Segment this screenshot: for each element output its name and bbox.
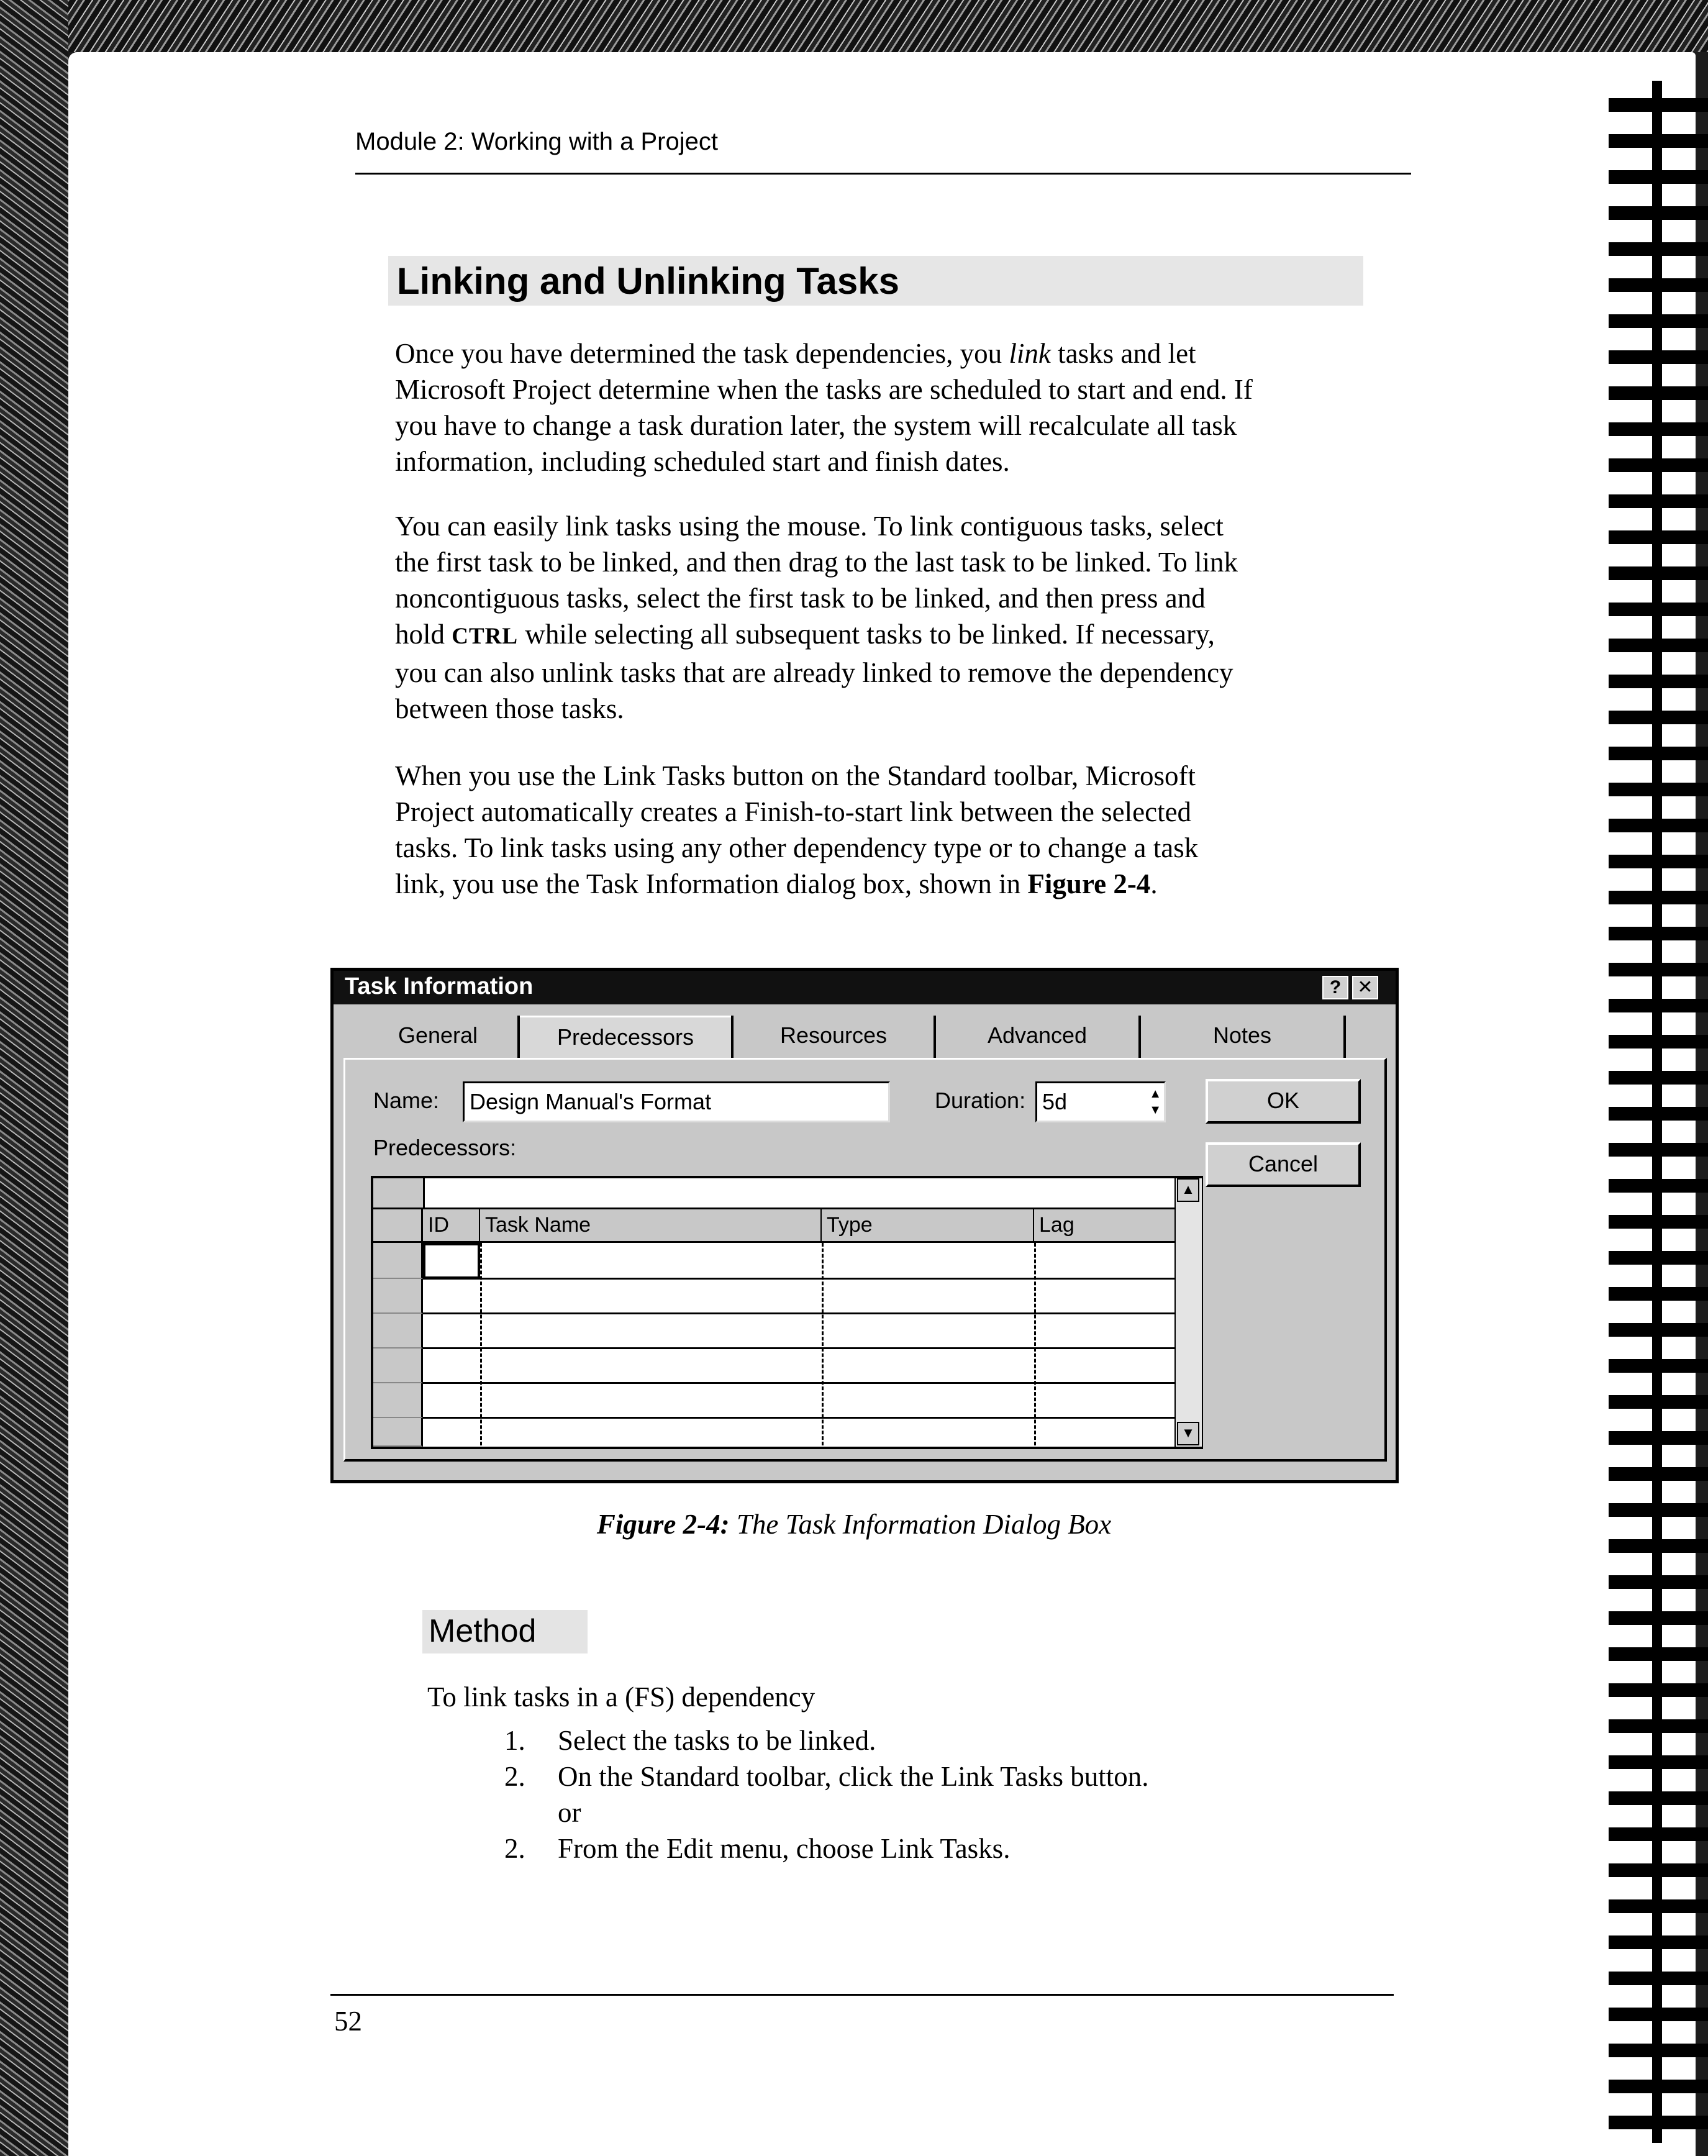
p2-line1: You can easily link tasks using the mouse. To link contiguous tasks, select <box>395 511 1224 542</box>
grid-row-line <box>423 1347 1174 1349</box>
grid-row-line <box>423 1278 1174 1280</box>
close-button[interactable]: ✕ <box>1352 976 1378 999</box>
duration-spinner-icon[interactable]: ▲ ▼ <box>1149 1087 1161 1117</box>
p3-line2: Project automatically creates a Finish-to-start link between the selected <box>395 796 1192 827</box>
vertical-scrollbar[interactable] <box>1174 1178 1202 1447</box>
duration-value: 5d <box>1042 1089 1068 1114</box>
step-text: From the Edit menu, choose Link Tasks. <box>558 1833 1011 1864</box>
figure-caption-label: Figure 2-4: <box>596 1509 730 1540</box>
active-cell[interactable] <box>423 1243 480 1279</box>
tab-advanced[interactable]: Advanced <box>936 1016 1141 1059</box>
paragraph-1 <box>395 335 1401 480</box>
p2-line5: you can also unlink tasks that are already linked to remove the dependency <box>395 657 1233 688</box>
ok-button[interactable]: OK <box>1206 1079 1361 1124</box>
column-header-task-name[interactable]: Task Name <box>480 1209 822 1241</box>
p1-line3: you have to change a task duration later, the system will recalculate all task <box>395 410 1237 441</box>
p2-line3: noncontiguous tasks, select the first task to be linked, and then press and <box>395 583 1206 614</box>
p3-line4-a: link, you use the Task Information dialog box, shown in <box>395 868 1028 899</box>
p3-line3: tasks. To link tasks using any other dependency type or to change a task <box>395 832 1199 863</box>
grid-row-line <box>423 1382 1174 1384</box>
name-label: Name: <box>373 1088 440 1113</box>
grid-row-line <box>423 1312 1174 1314</box>
cancel-button[interactable]: Cancel <box>1206 1142 1361 1187</box>
figure-caption-text: The Task Information Dialog Box <box>729 1509 1112 1540</box>
step-number: 2. <box>504 1761 525 1792</box>
duration-field[interactable] <box>1035 1081 1166 1122</box>
grid-column-line <box>1034 1243 1036 1445</box>
ctrl-key-text: CTRL <box>452 624 519 649</box>
row-header[interactable] <box>373 1243 423 1279</box>
header-rule <box>355 173 1411 175</box>
p1-line4: information, including scheduled start and finish dates. <box>395 446 1010 477</box>
grid-entry-bar[interactable] <box>373 1178 1174 1209</box>
method-intro: To link tasks in a (FS) dependency <box>427 1681 815 1713</box>
p2-line4-a: hold <box>395 619 452 650</box>
task-information-dialog <box>330 968 1399 1483</box>
grid-column-line <box>480 1243 482 1445</box>
step-number: 2. <box>504 1833 525 1864</box>
p3-line1: When you use the Link Tasks button on the Standard toolbar, Microsoft <box>395 760 1196 791</box>
column-header-type[interactable]: Type <box>822 1209 1034 1241</box>
dialog-title: Task Information <box>345 973 534 999</box>
section-title: Linking and Unlinking Tasks <box>397 260 899 302</box>
page-number: 52 <box>334 2006 362 2037</box>
p1-line1-b: tasks and let <box>1050 338 1196 369</box>
dialog-title-bar[interactable] <box>334 971 1396 1004</box>
column-header-id[interactable]: ID <box>423 1209 480 1241</box>
p2-line6: between those tasks. <box>395 693 624 724</box>
running-header: Module 2: Working with a Project <box>355 128 718 155</box>
row-header[interactable] <box>373 1279 423 1314</box>
tab-notes[interactable]: Notes <box>1141 1016 1346 1059</box>
tab-predecessors[interactable]: Predecessors <box>520 1016 731 1059</box>
p1-line1-a: Once you have determined the task dependencies, you <box>395 338 1009 369</box>
tab-general[interactable]: General <box>358 1016 520 1059</box>
page-background-left <box>0 0 68 2156</box>
row-header[interactable] <box>373 1314 423 1349</box>
page-background-top <box>0 0 1708 52</box>
paragraph-2 <box>395 508 1401 727</box>
row-header[interactable] <box>373 1383 423 1418</box>
predecessors-grid[interactable] <box>371 1176 1203 1449</box>
method-heading-bar <box>422 1610 588 1653</box>
select-all-cell[interactable] <box>373 1209 423 1241</box>
figure-reference: Figure 2-4 <box>1027 868 1151 899</box>
scroll-down-icon[interactable]: ▼ <box>1177 1422 1199 1445</box>
p2-line4-b: while selecting all subsequent tasks to be linked. If necessary, <box>518 619 1215 650</box>
figure-caption <box>0 1508 1708 1540</box>
p1-line2: Microsoft Project determine when the tasks are scheduled to start and end. If <box>395 374 1253 405</box>
predecessors-label: Predecessors: <box>373 1135 517 1160</box>
help-button[interactable]: ? <box>1322 976 1348 999</box>
p2-line2: the first task to be linked, and then drag to the last task to be linked. To link <box>395 547 1238 578</box>
step-number: 1. <box>504 1725 525 1756</box>
name-field[interactable]: Design Manual's Format <box>463 1081 890 1122</box>
row-header[interactable] <box>373 1349 423 1383</box>
grid-row-line <box>423 1417 1174 1419</box>
entry-bar-selector <box>373 1178 425 1208</box>
spiral-binding <box>1609 81 1708 2143</box>
paragraph-3 <box>395 758 1401 902</box>
row-header[interactable] <box>373 1418 423 1447</box>
p3-line4-b: . <box>1150 868 1158 899</box>
tab-resources[interactable]: Resources <box>731 1016 936 1059</box>
column-header-lag[interactable]: Lag <box>1039 1213 1074 1237</box>
section-title-bar <box>388 256 1363 306</box>
p1-italic-link: link <box>1009 338 1051 369</box>
step-or: or <box>558 1797 581 1828</box>
footer-rule <box>330 1994 1394 1996</box>
duration-label: Duration: <box>935 1088 1026 1113</box>
grid-header-row <box>373 1209 1174 1243</box>
step-text: Select the tasks to be linked. <box>558 1725 876 1756</box>
grid-column-line <box>822 1243 824 1445</box>
step-text: On the Standard toolbar, click the Link Tasks button. <box>558 1761 1149 1792</box>
scroll-up-icon[interactable]: ▲ <box>1177 1178 1199 1202</box>
method-heading: Method <box>429 1613 537 1649</box>
